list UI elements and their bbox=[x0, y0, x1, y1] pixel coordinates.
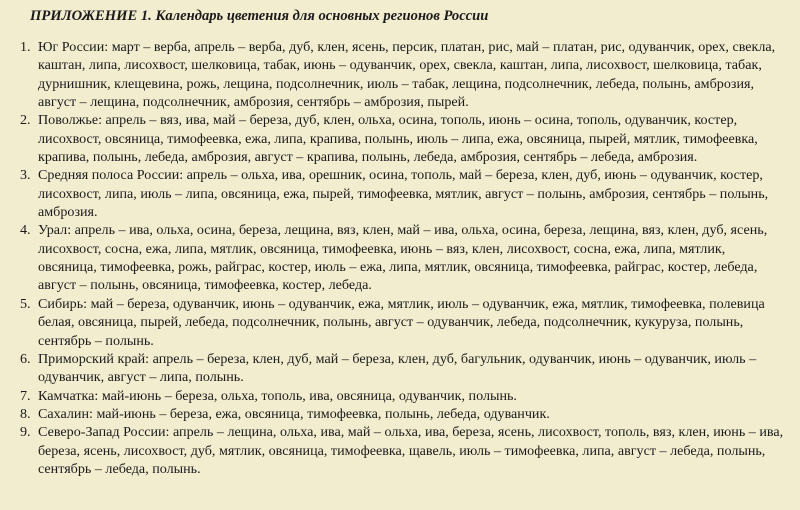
list-item bbox=[20, 387, 786, 405]
item-text: Юг России: март – верба, апрель – верба, дуб, клен, ясень, персик, платан, рис, май – платан, рис, одуванчик, орех, свекла, каштан, липа, лисохвост, шелковица, табак, июнь – одуванчик, орех, свекла, каштан, липа, лисохвост, шелковица, табак, дурнишник, клещевина, рожь, лещина, подсолнечник, июль – табак, лещина, подсолнечник, лебеда, полынь, амброзия, август – лещина, подсолнечник, амброзия, сентябрь – амброзия, пырей. bbox=[38, 39, 776, 111]
item-number: 5. bbox=[20, 295, 31, 312]
list-item bbox=[20, 405, 786, 423]
item-number: 7. bbox=[20, 387, 31, 404]
item-text: Сибирь: май – береза, одуванчик, июнь – одуванчик, ежа, мятлик, июль – одуванчик, ежа, мятлик, тимофеевка, полевица белая, овсяница, пырей, лебеда, подсолнечник, полынь, август – одуванчик, лебеда, подсолнечник, кукуруза, полынь, сентябрь – полынь. bbox=[38, 295, 765, 349]
item-text: Поволжье: апрель – вяз, ива, май – береза, дуб, клен, ольха, осина, тополь, июнь – осина, тополь, одуванчик, костер, лисохвост, овсяница, тимофеевка, ежа, липа, крапива, полынь, июль – липа, ежа, овсяница, пырей, мятлик, тимофеевка, крапива, полынь, лебеда, амброзия, август – крапива, полынь, лебеда, амброзия, сентябрь – лебеда, амброзия. bbox=[38, 112, 758, 166]
item-number: 3. bbox=[20, 167, 31, 184]
item-text: Камчатка: май-июнь – береза, ольха, тополь, ива, овсяница, одуванчик, полынь. bbox=[38, 387, 517, 404]
title-prefix: ПРИЛОЖЕНИЕ 1. bbox=[30, 8, 152, 24]
title-text: Календарь цветения для основных регионов России bbox=[155, 8, 489, 24]
region-list bbox=[18, 38, 786, 478]
item-text: Приморский край: апрель – береза, клен, дуб, май – береза, клен, дуб, багульник, одуванчик, июнь – одуванчик, июль – одуванчик, август – липа, полынь. bbox=[38, 350, 757, 386]
list-item bbox=[20, 111, 786, 166]
list-item bbox=[20, 166, 786, 221]
list-item bbox=[20, 350, 786, 387]
list-item bbox=[20, 221, 786, 294]
item-number: 9. bbox=[20, 424, 31, 441]
item-text: Средняя полоса России: апрель – ольха, ива, орешник, осина, тополь, май – береза, клен, дуб, июнь – одуванчик, костер, лисохвост, липа, июль – липа, овсяница, ежа, пырей, тимофеевка, мятлик, август – полынь, амброзия, сентябрь – полынь, амброзия. bbox=[38, 167, 769, 221]
item-number: 8. bbox=[20, 405, 31, 422]
page-title bbox=[30, 7, 786, 25]
item-number: 6. bbox=[20, 350, 31, 367]
item-text: Сахалин: май-июнь – береза, ежа, овсяница, тимофеевка, полынь, лебеда, одуванчик. bbox=[38, 405, 550, 422]
list-item bbox=[20, 295, 786, 350]
item-number: 4. bbox=[20, 222, 31, 239]
list-item bbox=[20, 423, 786, 478]
item-text: Северо-Запад России: апрель – лещина, ольха, ива, май – ольха, ива, береза, ясень, лисохвост, тополь, вяз, клен, июнь – ива, береза, ясень, лисохвост, дуб, мятлик, овсяница, тимофеевка, щавель, июль – тимофеевка, липа, август – лебеда, полынь, сентябрь – лебеда, полынь. bbox=[38, 424, 784, 477]
item-number: 2. bbox=[20, 112, 31, 129]
item-number: 1. bbox=[20, 39, 31, 55]
item-text: Урал: апрель – ива, ольха, осина, береза, лещина, вяз, клен, май – ива, ольха, осина, береза, лещина, вяз, клен, дуб, ясень, лисохвост, сосна, ежа, липа, мятлик, овсяница, тимофеевка, июнь – вяз, клен, лисохвост, сосна, ежа, липа, мятлик, овсяница, тимофеевка, рожь, райграс, костер, июль – ежа, липа, мятлик, овсяница, тимофеевка, райграс, костер, лебеда, август – полынь, овсяница, тимофеевка, костер, лебеда. bbox=[38, 222, 768, 294]
list-item bbox=[20, 38, 786, 111]
